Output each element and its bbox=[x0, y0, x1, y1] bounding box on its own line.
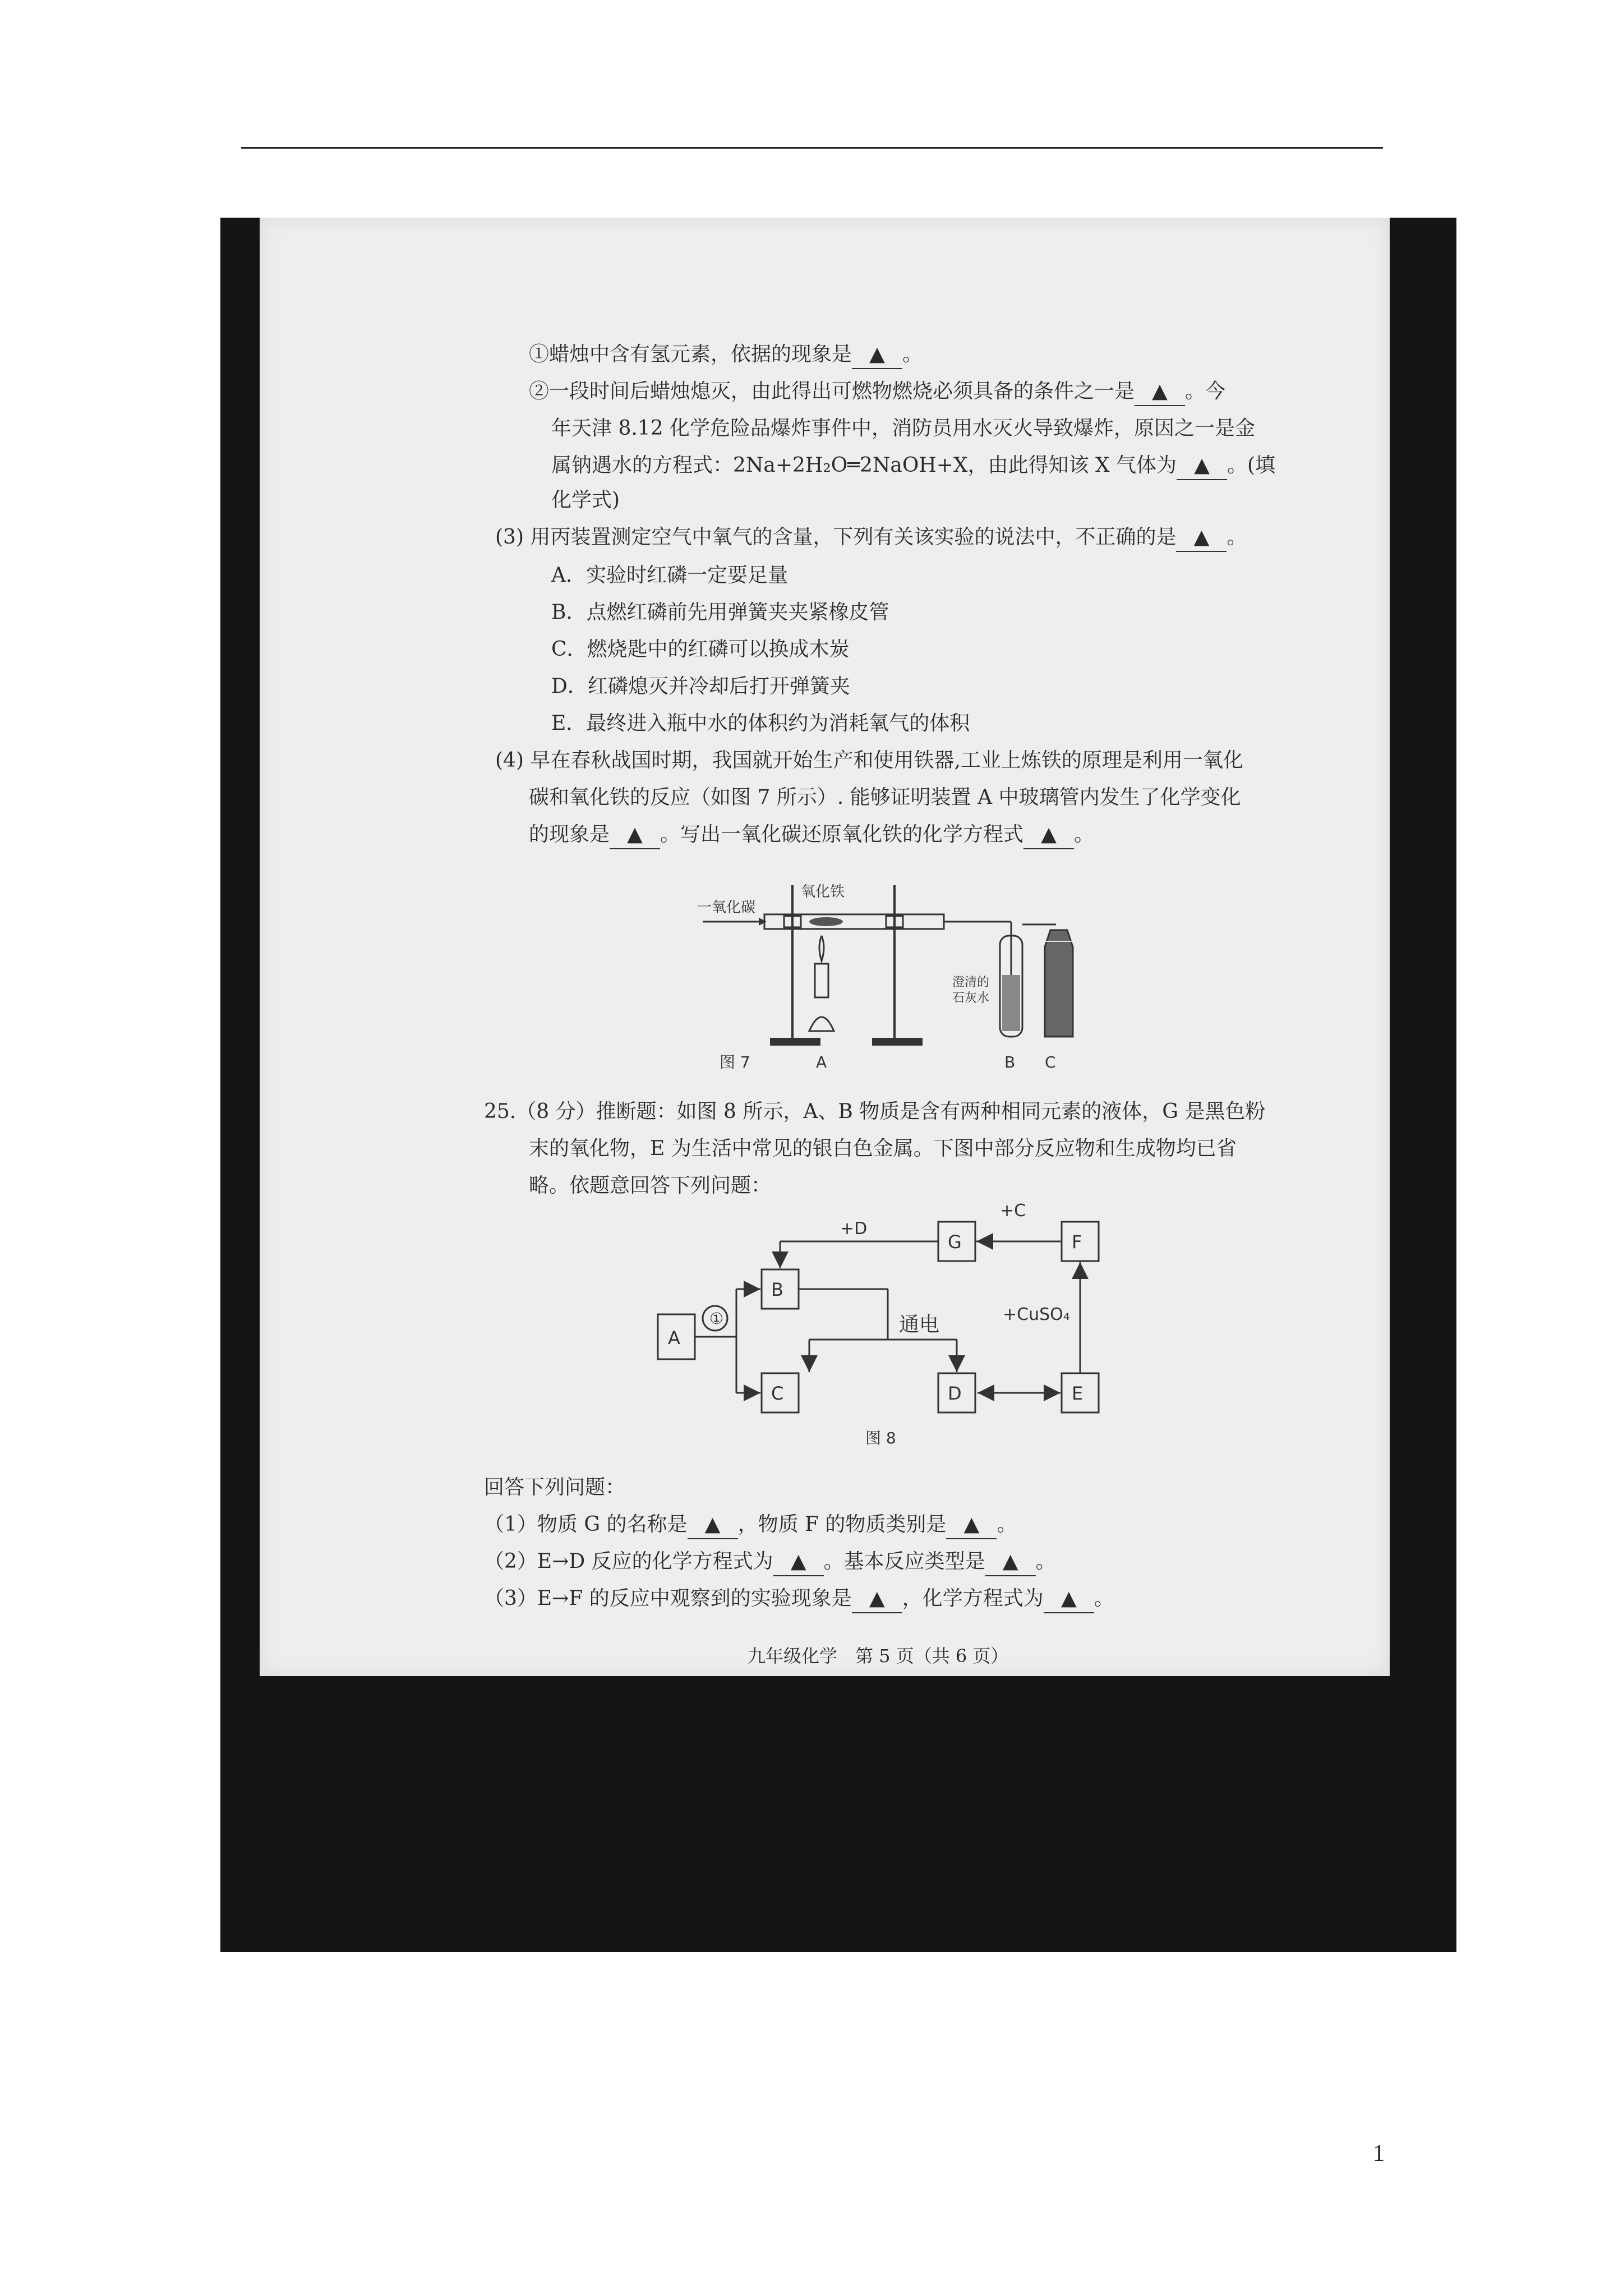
plus-c-label: +C bbox=[1000, 1201, 1026, 1221]
option-c: C．燃烧匙中的红磷可以换成木炭 bbox=[551, 638, 850, 661]
answer-blank[interactable]: ▲ bbox=[985, 1548, 1036, 1576]
option-a: A．实验时红磷一定要足量 bbox=[551, 564, 788, 587]
answer-line-1: （1）物质 G 的名称是 ▲ ，物质 F 的物质类别是 ▲ 。 bbox=[484, 1511, 1017, 1539]
scanned-exam-page bbox=[220, 218, 1456, 1952]
step-1-marker: ① bbox=[709, 1309, 724, 1328]
q24-part4-line2: 碳和氧化铁的反应（如图 7 所示）. 能够证明装置 A 中玻璃管内发生了化学变化 bbox=[529, 786, 1241, 809]
page-number: 1 bbox=[1373, 2141, 1385, 2166]
limewater-label-1: 澄清的 bbox=[952, 976, 990, 990]
figure-7-apparatus bbox=[697, 863, 1101, 1070]
q24-part4-line3: 的现象是 ▲ 。写出一氧化碳还原氧化铁的化学方程式 ▲ 。 bbox=[529, 821, 1094, 849]
q24-sub1: ①蜡烛中含有氢元素，依据的现象是 ▲ 。 bbox=[529, 341, 923, 369]
answer-blank[interactable]: ▲ bbox=[1023, 821, 1074, 849]
answer-blank[interactable]: ▲ bbox=[610, 821, 660, 849]
label-b: B bbox=[1004, 1053, 1016, 1070]
node-d-label: D bbox=[948, 1383, 962, 1404]
q24-sub2-line4: 化学式) bbox=[551, 489, 620, 512]
q25-line3: 略。依题意回答下列问题： bbox=[529, 1174, 772, 1197]
node-e-label: E bbox=[1072, 1383, 1083, 1404]
plus-cuso4-label: +CuSO₄ bbox=[1003, 1305, 1070, 1324]
label-a: A bbox=[816, 1053, 827, 1070]
limewater-label-2: 石灰水 bbox=[952, 991, 990, 1005]
q24-part3: (3) 用丙装置测定空气中氧气的含量，下列有关该实验的说法中，不正确的是 ▲ 。 bbox=[495, 524, 1247, 552]
answer-blank[interactable]: ▲ bbox=[852, 1585, 902, 1613]
fig8-caption: 图 8 bbox=[865, 1429, 896, 1447]
fig7-caption: 图 7 bbox=[720, 1053, 750, 1070]
q24-part4-line1: (4) 早在春秋战国时期，我国就开始生产和使用铁器,工业上炼铁的原理是利用一氧化 bbox=[495, 749, 1243, 772]
label-c: C bbox=[1045, 1053, 1056, 1070]
plus-d-label: +D bbox=[840, 1219, 868, 1239]
q24-sub2-line1: ②一段时间后蜡烛熄灭，由此得出可燃物燃烧必须具备的条件之一是 ▲ 。今 bbox=[529, 378, 1225, 406]
paper-sheet bbox=[260, 218, 1390, 1676]
node-b-label: B bbox=[771, 1279, 783, 1300]
answers-intro: 回答下列问题： bbox=[484, 1476, 626, 1499]
answer-line-2: （2）E→D 反应的化学方程式为 ▲ 。基本反应类型是 ▲ 。 bbox=[484, 1548, 1056, 1576]
fe2o3-label: 氧化铁 bbox=[801, 884, 845, 900]
option-e: E．最终进入瓶中水的体积约为消耗氧气的体积 bbox=[551, 712, 970, 735]
answer-blank[interactable]: ▲ bbox=[1135, 378, 1185, 406]
co-label: 一氧化碳 bbox=[697, 899, 756, 916]
answer-blank[interactable]: ▲ bbox=[1177, 452, 1227, 480]
q24-sub2-line3: 属钠遇水的方程式：2Na+2H₂O═2NaOH+X，由此得知该 X 气体为 ▲ 。(填 bbox=[551, 452, 1275, 480]
node-g-label: G bbox=[948, 1231, 962, 1253]
answer-blank[interactable]: ▲ bbox=[946, 1511, 997, 1539]
option-b: B．点燃红磷前先用弹簧夹夹紧橡皮管 bbox=[551, 601, 889, 624]
node-c-label: C bbox=[771, 1383, 784, 1404]
q25-line1: 25.（8 分）推断题：如图 8 所示，A、B 物质是含有两种相同元素的液体，G 是黑色粉 bbox=[484, 1100, 1266, 1123]
answer-blank[interactable]: ▲ bbox=[688, 1511, 738, 1539]
option-d: D．红磷熄灭并冷却后打开弹簧夹 bbox=[551, 675, 850, 698]
exam-footer: 九年级化学 第 5 页（共 6 页） bbox=[748, 1645, 1009, 1667]
answer-blank[interactable]: ▲ bbox=[852, 341, 902, 369]
electrolysis-label: 通电 bbox=[899, 1313, 940, 1336]
node-a-label: A bbox=[668, 1327, 680, 1349]
answer-line-3: （3）E→F 的反应中观察到的实验现象是 ▲ ，化学方程式为 ▲ 。 bbox=[484, 1585, 1114, 1613]
q25-line2: 末的氧化物，E 为生活中常见的银白色金属。下图中部分反应物和生成物均已省 bbox=[529, 1137, 1237, 1160]
q24-sub2-line2: 年天津 8.12 化学危险品爆炸事件中，消防员用水灭火导致爆炸，原因之一是金 bbox=[551, 417, 1256, 440]
answer-blank[interactable]: ▲ bbox=[1176, 524, 1227, 552]
node-f-label: F bbox=[1072, 1231, 1082, 1253]
answer-blank[interactable]: ▲ bbox=[773, 1548, 824, 1576]
header-rule bbox=[241, 147, 1383, 149]
answer-blank[interactable]: ▲ bbox=[1044, 1585, 1094, 1613]
figure-8-diagram bbox=[641, 1194, 1101, 1452]
